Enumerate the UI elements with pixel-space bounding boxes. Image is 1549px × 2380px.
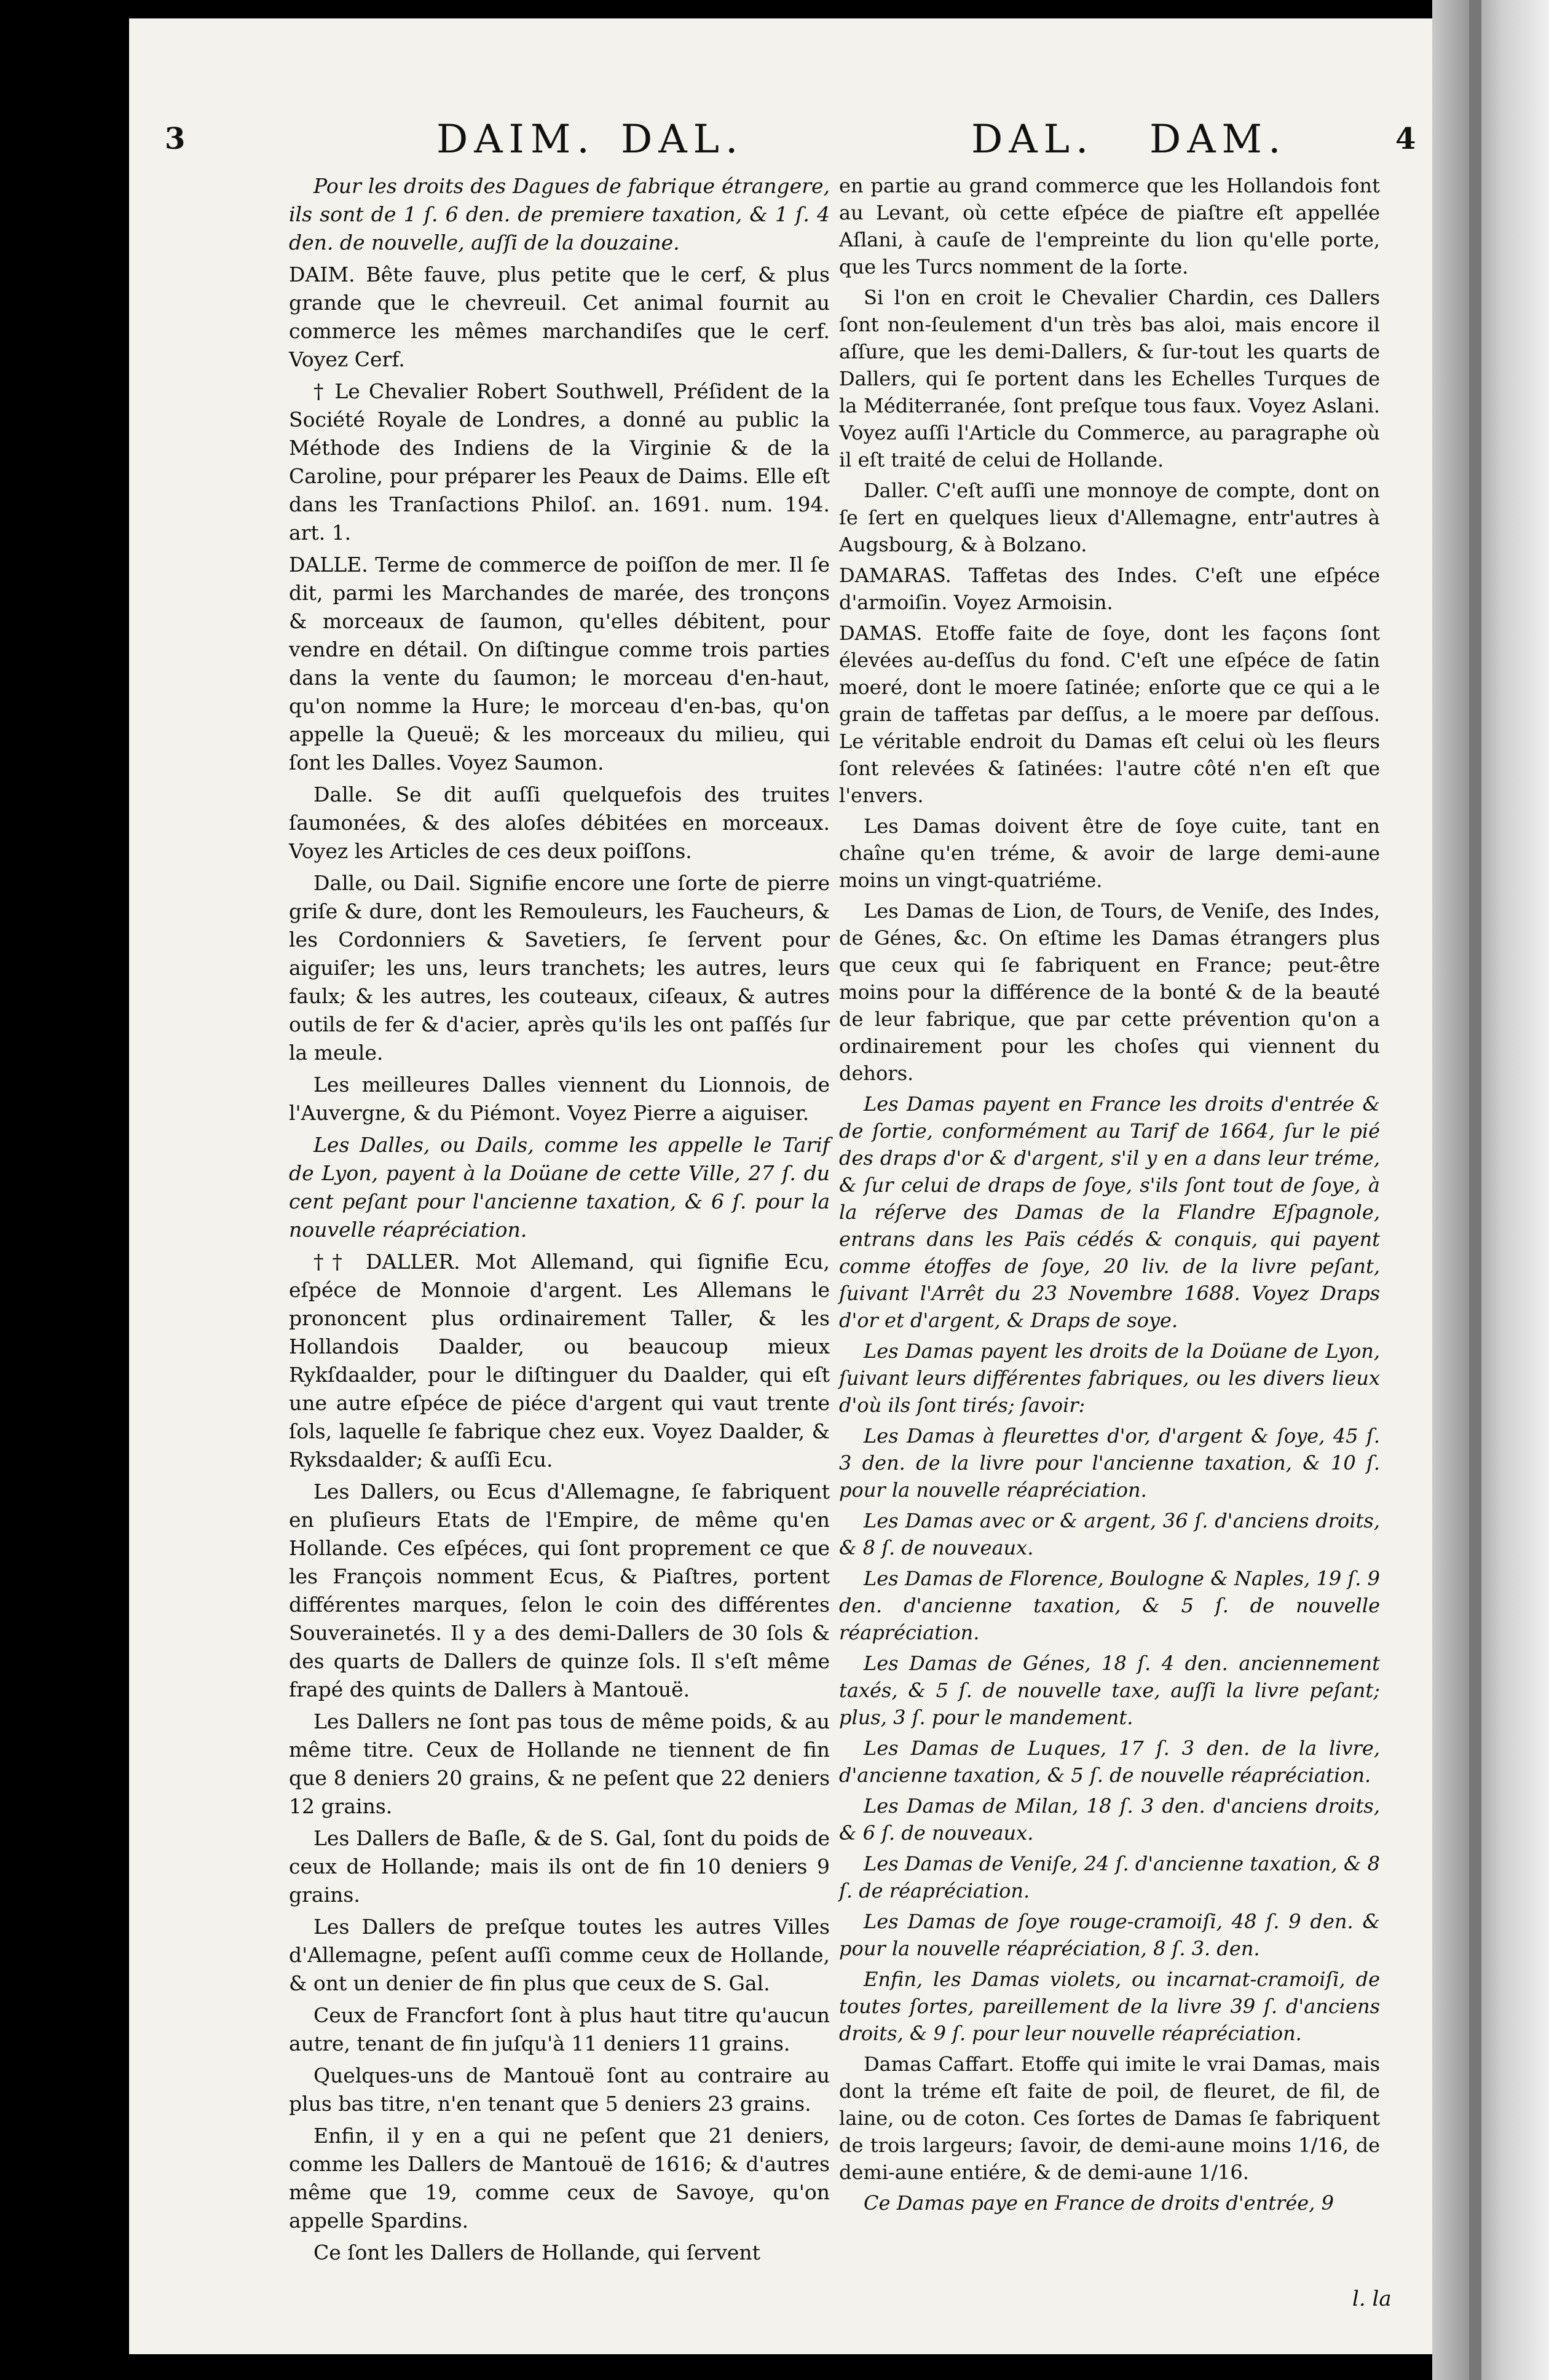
paragraph: Ce Damas paye en France de droits d'entrée, 9 (864, 2191, 1334, 2215)
paragraph: DALLE. Terme de commerce de poiſſon de mer. Il ſe dit, parmi les Marchandes de marée, des tronçons & morceaux de ſaumon, qu'elles débitent, pour vendre en détail. On diſtingue comme trois parties dans la vente du ſaumon; le morceau d'en-haut, qu'on nomme la Hure; le morceau d'en-bas, qu'on appelle la Queuë; & les morceaux du milieu, qui ſont les Dalles. Voyez Saumon. (289, 553, 830, 774)
text-column-right (839, 172, 1380, 2220)
paragraph: Les Damas de Luques, 17 ſ. 3 den. de la livre, d'ancienne taxation, & 5 ſ. de nouvelle réapréciation. (839, 1736, 1380, 1787)
headword-left-2: DAL. (621, 117, 744, 162)
paragraph: Dalle, ou Dail. Signifie encore une ſorte de pierre griſe & dure, dont les Remouleurs, les Faucheurs, & les Cordonniers & Savetiers, ſe ſervent pour aiguiſer; les uns, leurs tranchets; les autres, leurs faulx; & les autres, les couteaux, ciſeaux, & autres outils de fer & d'acier, après qu'ils les ont paſſés ſur la meule. (289, 871, 830, 1065)
paragraph: Les Damas de Milan, 18 ſ. 3 den. d'anciens droits, & 6 ſ. de nouveaux. (839, 1794, 1380, 1845)
paragraph: Les Dallers ne ſont pas tous de même poids, & au même titre. Ceux de Hollande ne tiennent de fin que 8 deniers 20 grains, & ne peſent que 22 deniers 12 grains. (289, 1709, 830, 1818)
page-number-left: 3 (165, 122, 186, 156)
page-number-right: 4 (1395, 122, 1416, 156)
paragraph: Daller. C'eſt auſſi une monnoye de compte, dont on ſe ſert en quelques lieux d'Allemagne, entr'autres à Augsbourg, & à Bolzano. (839, 479, 1380, 556)
paragraph: DAMAS. Etoffe faite de ſoye, dont les façons ſont élevées au-deſſus du fond. C'eſt une eſpéce de ſatin moeré, dont le moere ſatinée; enſorte que ce qui a le grain de taffetas par deſſus, a le moere par deſſous. Le véritable endroit du Damas eſt celui où les fleurs ſont relevées & ſatinées: l'autre côté n'en eſt que l'envers. (839, 621, 1380, 807)
headword-right-1: DAL. (971, 117, 1095, 162)
paragraph: en partie au grand commerce que les Hollandois font au Levant, où cette eſpéce de piaſtre eſt appellée Aſlani, à cauſe de l'empreinte du lion qu'elle porte, que les Turcs nomment de la ſorte. (839, 174, 1380, 278)
headword-left-1: DAIM. (436, 117, 596, 162)
text-column-left (289, 172, 830, 2271)
paragraph: Ce ſont les Dallers de Hollande, qui ſervent (313, 2240, 760, 2264)
paragraph: Quelques-uns de Mantouë ſont au contraire au plus bas titre, n'en tenant que 5 deniers 23 grains. (289, 2063, 830, 2116)
paragraph: Les Damas de Florence, Boulogne & Naples, 19 ſ. 9 den. d'ancienne taxation, & 5 ſ. de nouvelle réapréciation. (839, 1567, 1380, 1644)
paragraph: Les Dallers, ou Ecus d'Allemagne, ſe fabriquent en pluſieurs Etats de l'Empire, de même qu'en Hollande. Ces eſpéces, qui ſont proprement ce que les François nomment Ecus, & Piaſtres, portent différentes marques, ſelon le coin des différentes Souverainetés. Il y a des demi-Dallers de 30 ſols & des quarts de Dallers de quinze ſols. Il s'eſt même frapé des quints de Dallers à Mantouë. (289, 1480, 830, 1701)
paragraph: Les Damas de Génes, 18 ſ. 4 den. anciennement taxés, & 5 ſ. de nouvelle taxe, auſſi la livre peſant; plus, 3 ſ. pour le mandement. (839, 1652, 1380, 1729)
paragraph: DAMARAS. Taffetas des Indes. C'eſt une eſpéce d'armoiſin. Voyez Armoisin. (839, 564, 1380, 614)
paragraph: Les Damas à fleurettes d'or, d'argent & ſoye, 45 ſ. 3 den. de la livre pour l'ancienne taxation, & 10 ſ. pour la nouvelle réapréciation. (839, 1424, 1380, 1502)
paragraph: Les Damas avec or & argent, 36 ſ. d'anciens droits, & 8 ſ. de nouveaux. (839, 1509, 1380, 1559)
book-page (129, 18, 1432, 2354)
paragraph: Enfin, il y en a qui ne peſent que 21 deniers, comme les Dallers de Mantouë de 1616; & d'autres même que 19, comme ceux de Savoye, qu'on appelle Spardins. (289, 2124, 830, 2232)
paragraph: Ceux de Francfort ſont à plus haut titre qu'aucun autre, tenant de fin juſqu'à 11 deniers 11 grains. (289, 2003, 830, 2055)
headword-right-2: DAM. (1149, 117, 1287, 162)
paragraph: †† DALLER. Mot Allemand, qui ſignifie Ecu, eſpéce de Monnoie d'argent. Les Allemans le prononcent plus ordinairement Taller, & les Hollandois Daalder, ou beaucoup mieux Rykſdaalder, pour le diſtinguer du Daalder, qui eſt une autre eſpéce de piéce d'argent qui vaut trente ſols, laquelle ſe fabrique chez eux. Voyez Daalder, & Ryksdaalder; & auſſi Ecu. (289, 1250, 830, 1472)
paragraph: Les Damas de ſoye rouge-cramoiſi, 48 ſ. 9 den. & pour la nouvelle réapréciation, 8 ſ. 3. den. (839, 1910, 1380, 1960)
paragraph: Les meilleures Dalles viennent du Lionnois, de l'Auvergne, & du Piémont. Voyez Pierre a aiguiser. (289, 1073, 830, 1125)
paragraph: Damas Caffart. Etoffe qui imite le vrai Damas, mais dont la tréme eſt faite de poil, de fleuret, de fil, de laine, ou de coton. Ces ſortes de Damas ſe fabriquent de trois largeurs; ſavoir, de demi-aune moins 1/16, de demi-aune entiére, & de demi-aune 1/16. (839, 2052, 1380, 2184)
paragraph: Les Damas payent en France les droits d'entrée & de ſortie, conformément au Tarif de 1664, ſur le pié des draps d'or & d'argent, s'il y en a dans leur tréme, & ſur celui de draps de ſoye, s'ils ſont tout de ſoye, à la réſerve des Damas de la Flandre Eſpagnole, entrans dans les Païs cédés & conquis, qui payent comme étoffes de ſoye, 20 liv. de la livre peſant, ſuivant l'Arrêt du 23 Novembre 1688. Voyez Draps d'or et d'argent, & Draps de soye. (839, 1092, 1380, 1332)
paragraph: Les Damas de Lion, de Tours, de Veniſe, des Indes, de Génes, &c. On eſtime les Damas étrangers plus que ceux qui ſe fabriquent en France; peut-être moins pour la différence de la bonté & de la beauté de leur fabrique, que par cette prévention qu'on a ordinairement pour les choſes qui viennent du dehors. (839, 899, 1380, 1085)
paragraph: Les Damas de Veniſe, 24 ſ. d'ancienne taxation, & 8 ſ. de réapréciation. (839, 1852, 1380, 1902)
paragraph: Si l'on en croit le Chevalier Chardin, ces Dallers ſont non-ſeulement d'un très bas aloi, mais encore il aſſure, que les demi-Dallers, & ſur-tout les quarts de Dallers, qui ſe portent dans les Echelles Turques de la Méditerranée, ſont preſque tous faux. Voyez Aslani. Voyez auſſi l'Article du Commerce, au paragraphe où il eſt traité de celui de Hollande. (839, 286, 1380, 471)
paragraph: Les Damas payent les droits de la Doüane de Lyon, ſuivant leurs différentes fabriques, ou les divers lieux d'où ils ſont tirés; ſavoir: (839, 1339, 1380, 1417)
paragraph: Pour les droits des Dagues de fabrique étrangere, ils sont de 1 ſ. 6 den. de premiere taxation, & 1 ſ. 4 den. de nouvelle, auſſi de la douzaine. (289, 174, 830, 254)
paragraph: Les Dalles, ou Dails, comme les appelle le Tarif de Lyon, payent à la Doüane de cette Ville, 27 ſ. du cent peſant pour l'ancienne taxation, & 6 ſ. pour la nouvelle réapréciation. (289, 1133, 830, 1242)
catchword: l. la (1352, 2287, 1392, 2311)
paragraph: Dalle. Se dit auſſi quelquefois des truites ſaumonées, & des aloſes débitées en morceaux. Voyez les Articles de ces deux poiſſons. (289, 782, 830, 863)
page-edge-shadow (1432, 0, 1549, 2380)
paragraph: DAIM. Bête fauve, plus petite que le cerf, & plus grande que le chevreuil. Cet animal fournit au commerce les mêmes marchandiſes que le cerf. Voyez Cerf. (289, 262, 830, 371)
paragraph: Enfin, les Damas violets, ou incarnat-cramoiſi, de toutes ſortes, pareillement de la livre 39 ſ. d'anciens droits, & 9 ſ. pour leur nouvelle réapréciation. (839, 1968, 1380, 2045)
paragraph: Les Dallers de preſque toutes les autres Villes d'Allemagne, peſent auſſi comme ceux de Hollande, & ont un denier de fin plus que ceux de S. Gal. (289, 1915, 830, 1995)
paragraph: † Le Chevalier Robert Southwell, Préſident de la Société Royale de Londres, a donné au public la Méthode des Indiens de la Virginie & de la Caroline, pour préparer les Peaux de Daims. Elle eſt dans les Tranſactions Philoſ. an. 1691. num. 194. art. 1. (289, 379, 830, 545)
paragraph: Les Dallers de Baſle, & de S. Gal, ſont du poids de ceux de Hollande; mais ils ont de fin 10 deniers 9 grains. (289, 1826, 830, 1907)
paragraph: Les Damas doivent être de ſoye cuite, tant en chaîne qu'en tréme, & avoir de large demi-aune moins un vingt-quatriéme. (839, 814, 1380, 892)
